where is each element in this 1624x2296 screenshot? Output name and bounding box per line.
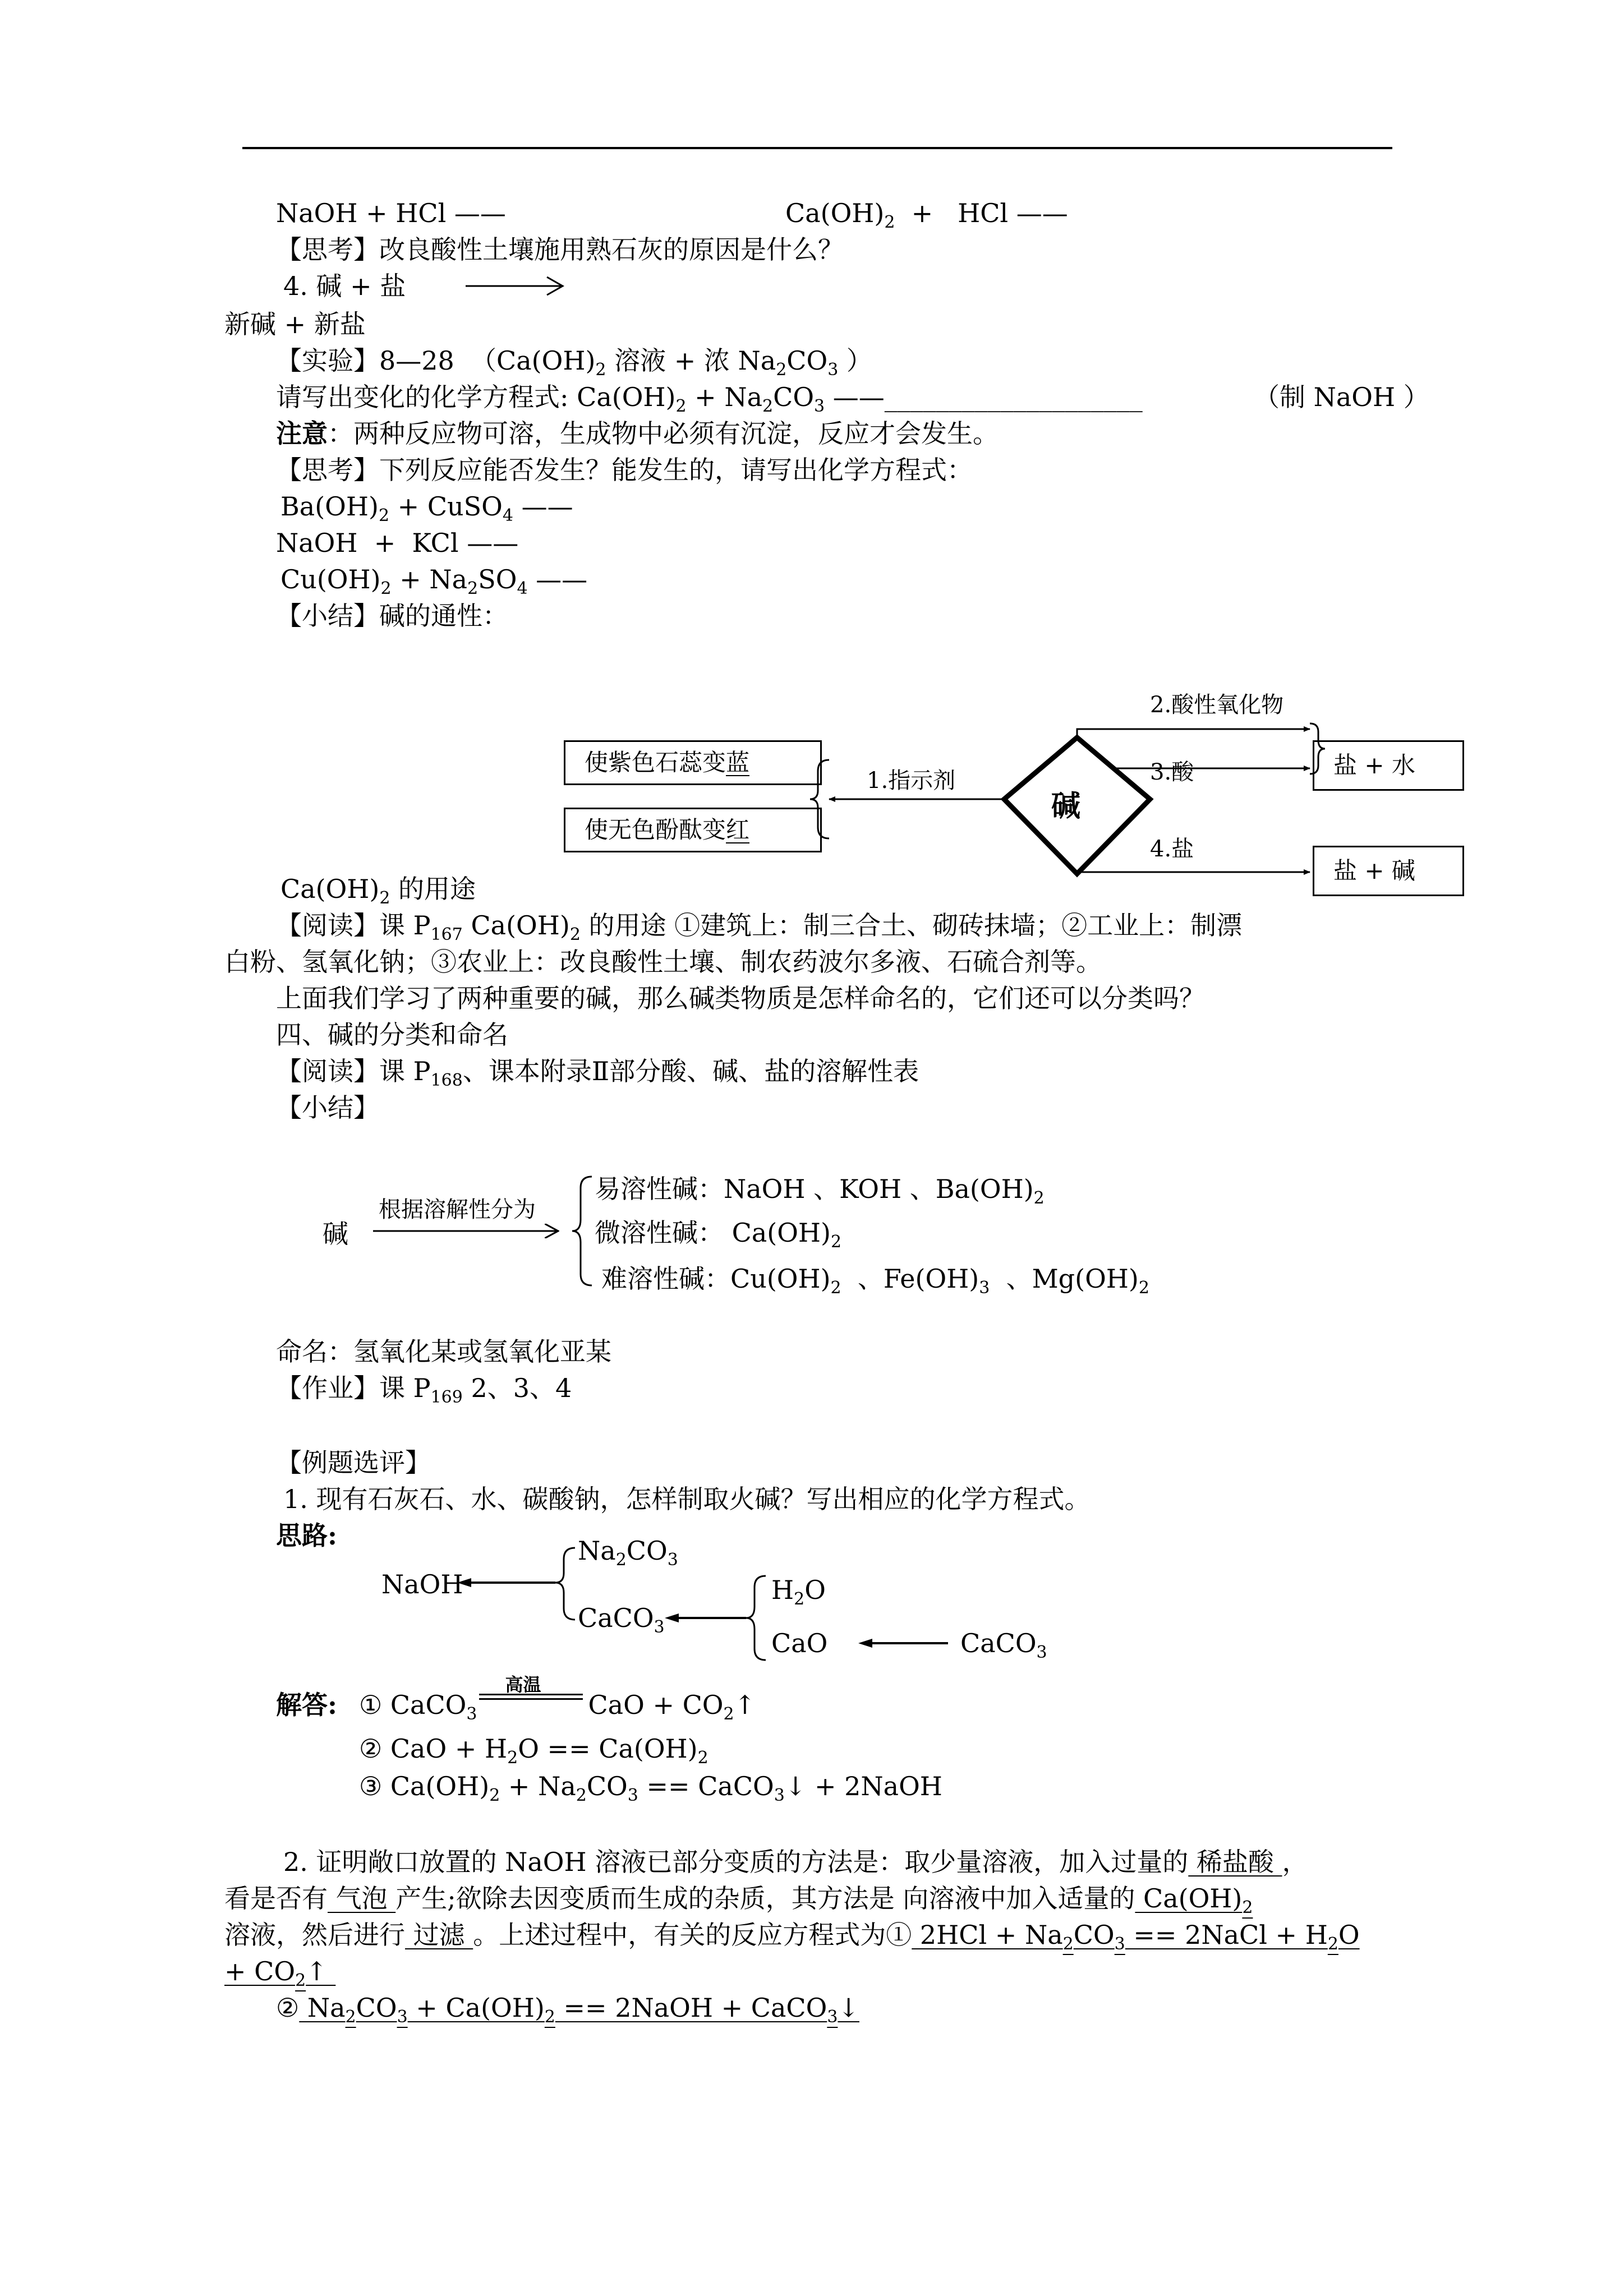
note-line: 注意：两种反应物可溶，生成物中必须有沉淀，反应才会发生。	[276, 418, 999, 449]
examples-heading: 【例题选评】	[276, 1447, 431, 1478]
make-naoh-note: （制 NaOH ）	[1254, 382, 1429, 412]
label-acidic-oxide: 2.酸性氧化物	[1150, 692, 1284, 718]
homework-line: 【作业】课 $P_{169}$ 2、3、4	[276, 1373, 572, 1407]
insoluble-bases: 难溶性碱：$Cu(OH)_2$ 、$Fe(OH)_3$ 、$Mg(OH)_2$	[601, 1264, 1149, 1298]
approach-label: 思路:	[276, 1520, 337, 1551]
caoh2-uses-title: $Ca(OH)_2$ 的用途	[280, 874, 476, 908]
naming-rule: 命名：氢氧化某或氢氧化亚某	[276, 1336, 611, 1367]
equation-naoh-hcl: NaOH + HCl ——	[276, 198, 506, 228]
summary-heading-1: 【小结】碱的通性：	[276, 601, 508, 631]
cao-node: CaO	[771, 1628, 828, 1658]
naoh-node: NaOH	[381, 1569, 463, 1599]
h2o-node: $H_2O$	[771, 1575, 826, 1609]
answer-step-3: ③ $Ca(OH)_2 + Na_2CO_3$ == CaCO$_3$↓ + 2NaOH	[359, 1771, 942, 1805]
box-salt-water: 盐 + 水	[1313, 740, 1464, 791]
label-acid: 3.酸	[1150, 759, 1194, 785]
think-question-1: 【思考】改良酸性土壤施用熟石灰的原因是什么？	[276, 234, 844, 265]
answer-step-1: ① CaCO$_3$ 高温 CaO + $CO_2↑$	[359, 1674, 756, 1724]
reading-solubility: 【阅读】课 $P_{168}$、课本附录Ⅱ部分酸、碱、盐的溶解性表	[276, 1056, 919, 1090]
caco3-source-node: CaCO$_3$	[960, 1628, 1047, 1662]
diamond-label-base: 碱	[1051, 789, 1081, 823]
reading-uses-line1: 【阅读】课 $P_{167}$ $Ca(OH)_2$ 的用途 ①建筑上：制三合土、砌砖抹墙；②工业上：制漂	[276, 910, 1243, 944]
slightly-soluble-bases: 微溶性碱： $Ca(OH)_2$	[595, 1218, 842, 1252]
reading-uses-line2: 白粉、氢氧化钠；③农业上：改良酸性土壤、制农药波尔多液、石硫合剂等。	[224, 947, 1102, 977]
reaction-baoh2-cuso4: $Ba(OH)_2$ + CuSO$_4$ ——	[280, 491, 573, 525]
box-salt-base: 盐 + 碱	[1313, 846, 1464, 896]
na2co3-node: $Na_2CO_3$	[578, 1536, 678, 1570]
classify-arrow-label: 根据溶解性分为	[379, 1197, 536, 1223]
write-equation-prompt: 请写出变化的化学方程式: $Ca(OH)_2 + Na_2CO_3$ ——____________________	[276, 382, 1143, 416]
summary-heading-2: 【小结】	[276, 1092, 379, 1123]
q2-line-3: 溶液，然后进行 过滤 。上述过程中，有关的反应方程式为① $2HCl + Na_2CO_3$ == 2NaCl + $H_2O$	[224, 1920, 1360, 1954]
box-litmus: 使紫色石蕊变 蓝	[564, 740, 822, 785]
reaction-cuoh2-na2so4: $Cu(OH)_2 + Na_2SO_4$ ——	[280, 564, 588, 598]
q2-line-5: ② $Na_2CO_3 + Ca(OH)_2$ == 2NaOH + CaCO$_3$↓	[276, 1993, 859, 2027]
answer-step-2: ② CaO + $H_2O == Ca(OH)_2$	[359, 1733, 709, 1768]
experiment-8-28: 【实验】8—28 （$Ca(OH)_2$ 溶液 + 浓 $Na_2CO_3$ ）	[276, 345, 872, 380]
example-1-question: 1. 现有石灰石、水、碳酸钠，怎样制取火碱？写出相应的化学方程式。	[283, 1484, 1091, 1514]
classify-base-label: 碱	[323, 1219, 348, 1249]
box-phenolphthalein: 使无色酚酞变 红	[564, 808, 822, 852]
caco3-node: CaCO$_3$	[578, 1603, 665, 1637]
q2-line-1: 2. 证明敞口放置的 NaOH 溶液已部分变质的方法是：取少量溶液，加入过量的 稀盐酸 ，	[283, 1847, 1308, 1877]
soluble-bases: 易溶性碱：NaOH 、KOH 、$Ba(OH)_2$	[595, 1174, 1045, 1208]
label-salt: 4.盐	[1150, 836, 1194, 862]
q2-line-2: 看是否有 气泡 产生;欲除去因变质而生成的杂质，其方法是 向溶液中加入适量的 $Ca(OH)_2$	[224, 1883, 1253, 1917]
answer-label: 解答:	[276, 1690, 337, 1720]
q2-line-4: + $CO_2↑$	[224, 1956, 336, 1990]
heading-base-salt: 4. 碱 + 盐	[283, 271, 406, 301]
reaction-naoh-kcl: NaOH + KCl ——	[276, 528, 519, 558]
transition-question: 上面我们学习了两种重要的碱，那么碱类物质是怎样命名的，它们还可以分类吗？	[276, 983, 1205, 1013]
new-base-new-salt: 新碱 + 新盐	[224, 309, 366, 339]
think-question-2: 【思考】下列反应能否发生？能发生的，请写出化学方程式：	[276, 455, 973, 485]
label-indicator: 1.指示剂	[867, 768, 956, 794]
section-four-heading: 四、碱的分类和命名	[276, 1020, 508, 1050]
equation-caoh2-hcl: $Ca(OH)_2$ + HCl ——	[785, 198, 1068, 232]
